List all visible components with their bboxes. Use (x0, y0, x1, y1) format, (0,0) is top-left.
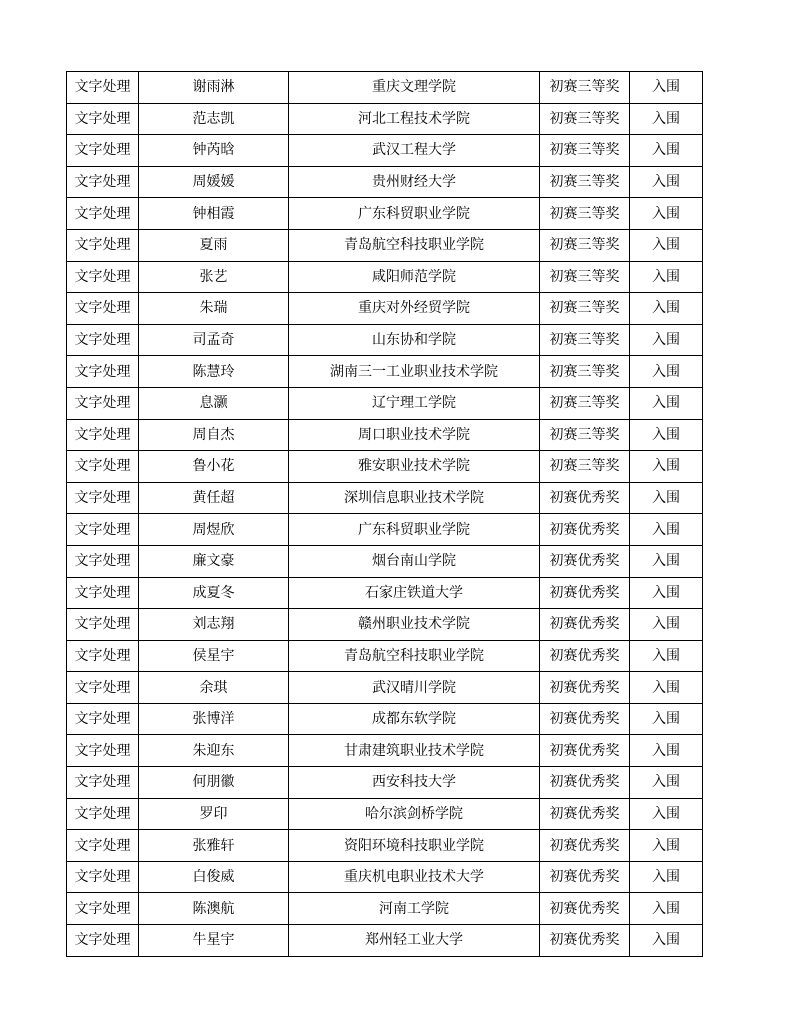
school-cell: 郑州轻工业大学 (289, 925, 540, 957)
school-cell: 烟台南山学院 (289, 545, 540, 577)
table-row (67, 103, 703, 135)
school-cell: 重庆文理学院 (289, 72, 540, 104)
category-cell: 文字处理 (67, 324, 139, 356)
school-cell: 湖南三一工业职业技术学院 (289, 356, 540, 388)
award-cell: 初赛三等奖 (540, 451, 630, 483)
award-cell: 初赛优秀奖 (540, 514, 630, 546)
school-cell: 辽宁理工学院 (289, 387, 540, 419)
category-cell: 文字处理 (67, 261, 139, 293)
category-cell: 文字处理 (67, 893, 139, 925)
table-row (67, 451, 703, 483)
category-cell: 文字处理 (67, 166, 139, 198)
table-row (67, 293, 703, 325)
name-cell: 何朋徽 (139, 767, 289, 799)
status-cell: 入围 (630, 72, 703, 104)
award-cell: 初赛优秀奖 (540, 672, 630, 704)
award-cell: 初赛优秀奖 (540, 482, 630, 514)
category-cell: 文字处理 (67, 735, 139, 767)
award-cell: 初赛优秀奖 (540, 893, 630, 925)
table-row (67, 830, 703, 862)
category-cell: 文字处理 (67, 767, 139, 799)
table-row (67, 198, 703, 230)
category-cell: 文字处理 (67, 72, 139, 104)
school-cell: 贵州财经大学 (289, 166, 540, 198)
name-cell: 黄任超 (139, 482, 289, 514)
status-cell: 入围 (630, 356, 703, 388)
table-row (67, 356, 703, 388)
status-cell: 入围 (630, 609, 703, 641)
school-cell: 西安科技大学 (289, 767, 540, 799)
category-cell: 文字处理 (67, 229, 139, 261)
status-cell: 入围 (630, 229, 703, 261)
category-cell: 文字处理 (67, 703, 139, 735)
name-cell: 朱迎东 (139, 735, 289, 767)
award-cell: 初赛优秀奖 (540, 925, 630, 957)
table-row (67, 514, 703, 546)
award-cell: 初赛优秀奖 (540, 703, 630, 735)
school-cell: 甘肃建筑职业技术学院 (289, 735, 540, 767)
table-row (67, 229, 703, 261)
name-cell: 周自杰 (139, 419, 289, 451)
table-row (67, 735, 703, 767)
award-cell: 初赛三等奖 (540, 324, 630, 356)
status-cell: 入围 (630, 419, 703, 451)
name-cell: 牛星宇 (139, 925, 289, 957)
name-cell: 刘志翔 (139, 609, 289, 641)
category-cell: 文字处理 (67, 798, 139, 830)
name-cell: 廉文豪 (139, 545, 289, 577)
category-cell: 文字处理 (67, 514, 139, 546)
category-cell: 文字处理 (67, 640, 139, 672)
name-cell: 陈澳航 (139, 893, 289, 925)
name-cell: 周煜欣 (139, 514, 289, 546)
category-cell: 文字处理 (67, 830, 139, 862)
name-cell: 朱瑞 (139, 293, 289, 325)
award-cell: 初赛优秀奖 (540, 609, 630, 641)
school-cell: 深圳信息职业技术学院 (289, 482, 540, 514)
name-cell: 夏雨 (139, 229, 289, 261)
school-cell: 河南工学院 (289, 893, 540, 925)
award-cell: 初赛优秀奖 (540, 577, 630, 609)
name-cell: 鲁小花 (139, 451, 289, 483)
award-cell: 初赛三等奖 (540, 166, 630, 198)
name-cell: 谢雨淋 (139, 72, 289, 104)
table-row (67, 577, 703, 609)
school-cell: 青岛航空科技职业学院 (289, 229, 540, 261)
table-row (67, 703, 703, 735)
table-row (67, 166, 703, 198)
status-cell: 入围 (630, 925, 703, 957)
school-cell: 河北工程技术学院 (289, 103, 540, 135)
status-cell: 入围 (630, 451, 703, 483)
award-cell: 初赛三等奖 (540, 135, 630, 167)
status-cell: 入围 (630, 640, 703, 672)
table-row (67, 925, 703, 957)
table-row (67, 387, 703, 419)
name-cell: 息灏 (139, 387, 289, 419)
table-row (67, 482, 703, 514)
school-cell: 重庆机电职业技术大学 (289, 861, 540, 893)
award-cell: 初赛三等奖 (540, 356, 630, 388)
award-cell: 初赛优秀奖 (540, 640, 630, 672)
school-cell: 资阳环境科技职业学院 (289, 830, 540, 862)
name-cell: 钟芮晗 (139, 135, 289, 167)
category-cell: 文字处理 (67, 451, 139, 483)
table-row (67, 672, 703, 704)
table-row (67, 324, 703, 356)
award-cell: 初赛三等奖 (540, 387, 630, 419)
category-cell: 文字处理 (67, 861, 139, 893)
school-cell: 石家庄铁道大学 (289, 577, 540, 609)
award-cell: 初赛优秀奖 (540, 830, 630, 862)
school-cell: 青岛航空科技职业学院 (289, 640, 540, 672)
table-row (67, 798, 703, 830)
award-cell: 初赛三等奖 (540, 72, 630, 104)
name-cell: 周媛媛 (139, 166, 289, 198)
name-cell: 范志凯 (139, 103, 289, 135)
category-cell: 文字处理 (67, 419, 139, 451)
name-cell: 侯星宇 (139, 640, 289, 672)
status-cell: 入围 (630, 514, 703, 546)
category-cell: 文字处理 (67, 356, 139, 388)
table-row (67, 72, 703, 104)
status-cell: 入围 (630, 672, 703, 704)
status-cell: 入围 (630, 893, 703, 925)
status-cell: 入围 (630, 293, 703, 325)
status-cell: 入围 (630, 861, 703, 893)
status-cell: 入围 (630, 798, 703, 830)
table-row (67, 609, 703, 641)
school-cell: 重庆对外经贸学院 (289, 293, 540, 325)
status-cell: 入围 (630, 324, 703, 356)
status-cell: 入围 (630, 482, 703, 514)
category-cell: 文字处理 (67, 198, 139, 230)
category-cell: 文字处理 (67, 135, 139, 167)
status-cell: 入围 (630, 387, 703, 419)
award-cell: 初赛三等奖 (540, 103, 630, 135)
status-cell: 入围 (630, 198, 703, 230)
table-row (67, 767, 703, 799)
table-row (67, 893, 703, 925)
name-cell: 余琪 (139, 672, 289, 704)
name-cell: 张艺 (139, 261, 289, 293)
award-cell: 初赛优秀奖 (540, 861, 630, 893)
table-row (67, 640, 703, 672)
name-cell: 成夏冬 (139, 577, 289, 609)
category-cell: 文字处理 (67, 293, 139, 325)
category-cell: 文字处理 (67, 545, 139, 577)
award-cell: 初赛三等奖 (540, 198, 630, 230)
school-cell: 雅安职业技术学院 (289, 451, 540, 483)
name-cell: 钟相霞 (139, 198, 289, 230)
status-cell: 入围 (630, 830, 703, 862)
school-cell: 咸阳师范学院 (289, 261, 540, 293)
status-cell: 入围 (630, 577, 703, 609)
status-cell: 入围 (630, 166, 703, 198)
category-cell: 文字处理 (67, 925, 139, 957)
table-row (67, 135, 703, 167)
award-cell: 初赛优秀奖 (540, 545, 630, 577)
category-cell: 文字处理 (67, 609, 139, 641)
name-cell: 司孟奇 (139, 324, 289, 356)
category-cell: 文字处理 (67, 387, 139, 419)
award-cell: 初赛优秀奖 (540, 767, 630, 799)
status-cell: 入围 (630, 545, 703, 577)
school-cell: 广东科贸职业学院 (289, 198, 540, 230)
award-cell: 初赛优秀奖 (540, 798, 630, 830)
name-cell: 张雅轩 (139, 830, 289, 862)
category-cell: 文字处理 (67, 577, 139, 609)
name-cell: 张博洋 (139, 703, 289, 735)
status-cell: 入围 (630, 703, 703, 735)
status-cell: 入围 (630, 103, 703, 135)
award-cell: 初赛三等奖 (540, 293, 630, 325)
award-cell: 初赛优秀奖 (540, 735, 630, 767)
table-row (67, 419, 703, 451)
school-cell: 山东协和学院 (289, 324, 540, 356)
category-cell: 文字处理 (67, 482, 139, 514)
status-cell: 入围 (630, 261, 703, 293)
award-cell: 初赛三等奖 (540, 419, 630, 451)
name-cell: 罗印 (139, 798, 289, 830)
school-cell: 广东科贸职业学院 (289, 514, 540, 546)
table-row (67, 545, 703, 577)
category-cell: 文字处理 (67, 672, 139, 704)
school-cell: 赣州职业技术学院 (289, 609, 540, 641)
category-cell: 文字处理 (67, 103, 139, 135)
name-cell: 陈慧玲 (139, 356, 289, 388)
school-cell: 周口职业技术学院 (289, 419, 540, 451)
name-cell: 白俊威 (139, 861, 289, 893)
table-row (67, 261, 703, 293)
school-cell: 成都东软学院 (289, 703, 540, 735)
results-table (66, 71, 703, 957)
award-cell: 初赛三等奖 (540, 229, 630, 261)
award-cell: 初赛三等奖 (540, 261, 630, 293)
school-cell: 武汉晴川学院 (289, 672, 540, 704)
status-cell: 入围 (630, 135, 703, 167)
status-cell: 入围 (630, 767, 703, 799)
results-body (67, 72, 703, 957)
status-cell: 入围 (630, 735, 703, 767)
school-cell: 武汉工程大学 (289, 135, 540, 167)
table-row (67, 861, 703, 893)
school-cell: 哈尔滨剑桥学院 (289, 798, 540, 830)
